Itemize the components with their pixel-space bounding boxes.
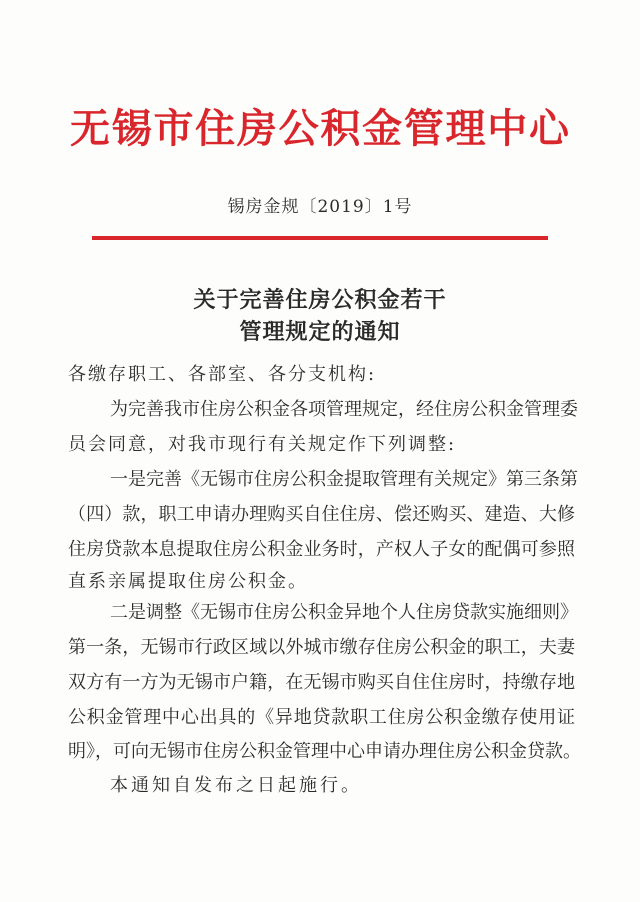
body-line: 一是完善《无锡市住房公积金提取管理有关规定》第三条第: [110, 469, 578, 490]
body-line: 二是调整《无锡市住房公积金异地个人住房贷款实施细则》: [110, 602, 578, 623]
body-line: 明》，可向无锡市住房公积金管理中心申请办理住房公积金贷款。: [68, 741, 581, 762]
body-line: 双方有一方为无锡市户籍，在无锡市购买自住住房时，持缴存地: [68, 672, 575, 693]
body-line: 为完善我市住房公积金各项管理规定，经住房公积金管理委: [110, 399, 578, 420]
body-line: 公积金管理中心出具的《异地贷款职工住房公积金缴存使用证: [68, 707, 575, 728]
body-line: （四）款，职工申请办理购买自住住房、偿还购买、建造、大修: [68, 504, 575, 525]
body-line: 本通知自发布之日起施行。: [110, 775, 362, 796]
salutation: 各缴存职工、各部室、各分支机构:: [68, 364, 377, 385]
body-line: 直系亲属提取住房公积金。: [68, 571, 308, 592]
red-divider: [92, 236, 548, 240]
body-line: 第一条，无锡市行政区域以外城市缴存住房公积金的职工，夫妻: [68, 637, 575, 658]
body-line: 员会同意，对我市现行有关规定作下列调整:: [68, 434, 457, 455]
issuing-organization-header: 无锡市住房公积金管理中心: [70, 105, 570, 152]
notice-title-line-1: 关于完善住房公积金若干: [193, 287, 447, 313]
document-number: 锡房金规〔2019〕1号: [227, 197, 413, 217]
notice-title-line-2: 管理规定的通知: [239, 319, 401, 345]
body-line: 住房贷款本息提取住房公积金业务时，产权人子女的配偶可参照: [68, 539, 575, 560]
